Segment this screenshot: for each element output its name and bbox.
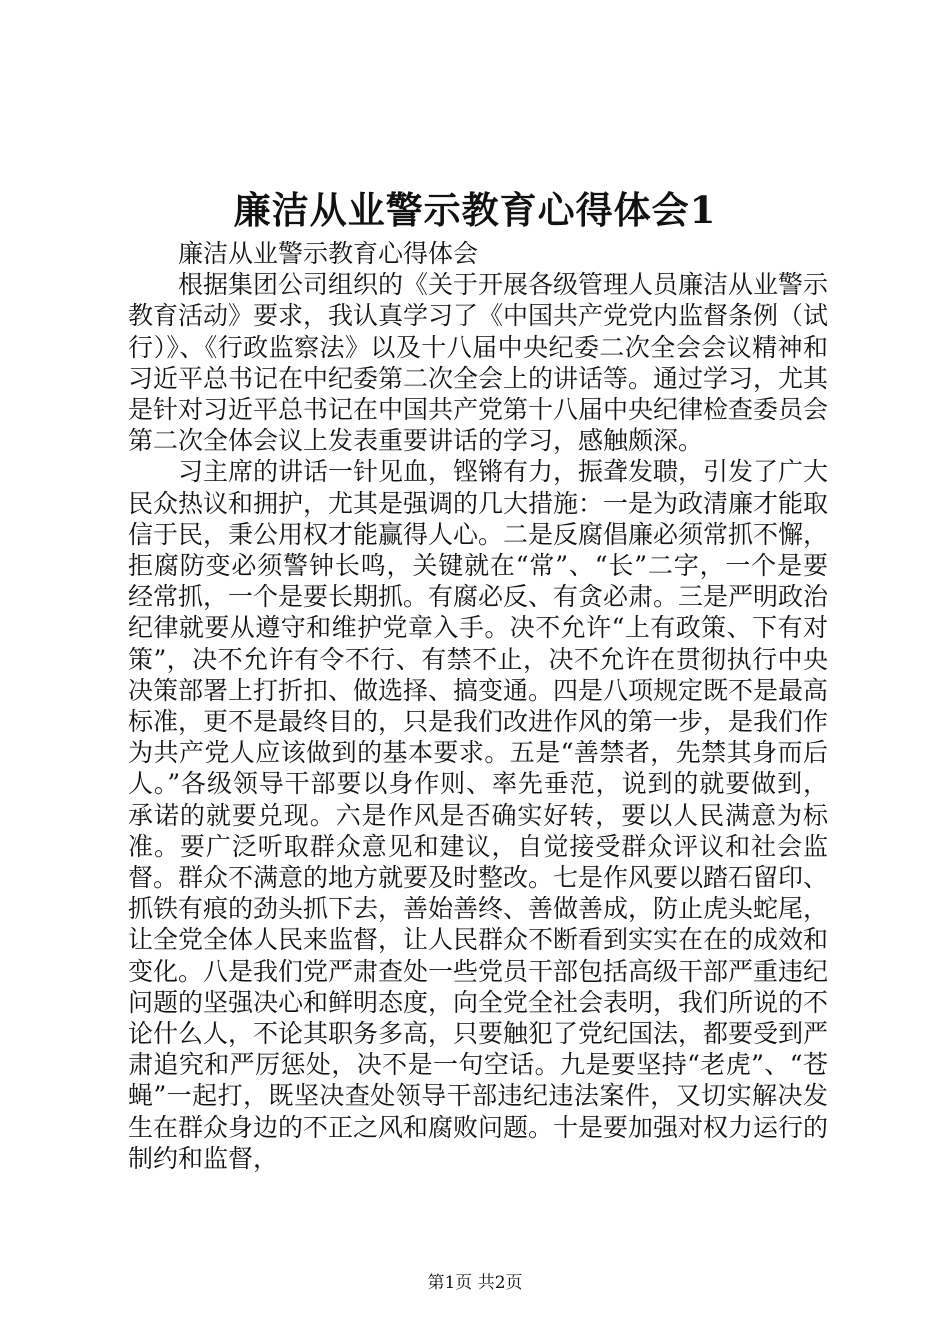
document-title: 廉洁从业警示教育心得体会1 [233,188,717,232]
paragraph-intro: 根据集团公司组织的《关于开展各级管理人员廉洁从业警示教育活动》要求，我认真学习了《中国共产党党内监督条例（试行）》、《行政监察法》以及十八届中央纪委二次全会会议精神和习近平总书记在中纪委第二次全会上的讲话等。通过学习，尤其是针对习近平总书记在中国共产党第十八届中央纪律检查委员会第二次全体会议上发表重要讲话的学习，感触颇深。 [128,270,829,456]
document-body [128,238,828,1174]
page-number-label: 第1页 共2页 [427,1273,523,1293]
page-number-footer [0,1272,950,1294]
document-subtitle: 廉洁从业警示教育心得体会 [178,239,479,268]
paragraph-speech-measures: 习主席的讲话一针见血，铿锵有力，振聋发聩，引发了广大民众热议和拥护，尤其是强调的几大措施：一是为政清廉才能取信于民，秉公用权才能赢得人心。二是反腐倡廉必须常抓不懈，拒腐防变必须警钟长鸣，关键就在“常”、“长”二字，一个是要经常抓，一个是要长期抓。有腐必反、有贪必肃。三是严明政治纪律就要从遵守和维护党章入手。决不允许“上有政策、下有对策”，决不允许有令不行、有禁不止，决不允许在贯彻执行中央决策部署上打折扣、做选择、搞变通。四是八项规定既不是最高标准，更不是最终目的，只是我们改进作风的第一步，是我们作为共产党人应该做到的基本要求。五是“善禁者，先禁其身而后人。”各级领导干部要以身作则、率先垂范，说到的就要做到，承诺的就要兑现。六是作风是否确实好转，要以人民满意为标准。要广泛听取群众意见和建议，自觉接受群众评议和社会监督。群众不满意的地方就要及时整改。七是作风要以踏石留印、抓铁有痕的劲头抓下去，善始善终、善做善成，防止虎头蛇尾，让全党全体人民来监督，让人民群众不断看到实实在在的成效和变化。八是我们党严肃查处一些党员干部包括高级干部严重违纪问题的坚强决心和鲜明态度，向全党全社会表明，我们所说的不论什么人，不论其职务多高，只要触犯了党纪国法，都要受到严肃追究和严厉惩处，决不是一句空话。九是要坚持“老虎”、“苍蝇”一起打，既坚决查处领导干部违纪违法案件，又切实解决发生在群众身边的不正之风和腐败问题。十是要加强对权力运行的制约和监督， [128,457,829,1173]
